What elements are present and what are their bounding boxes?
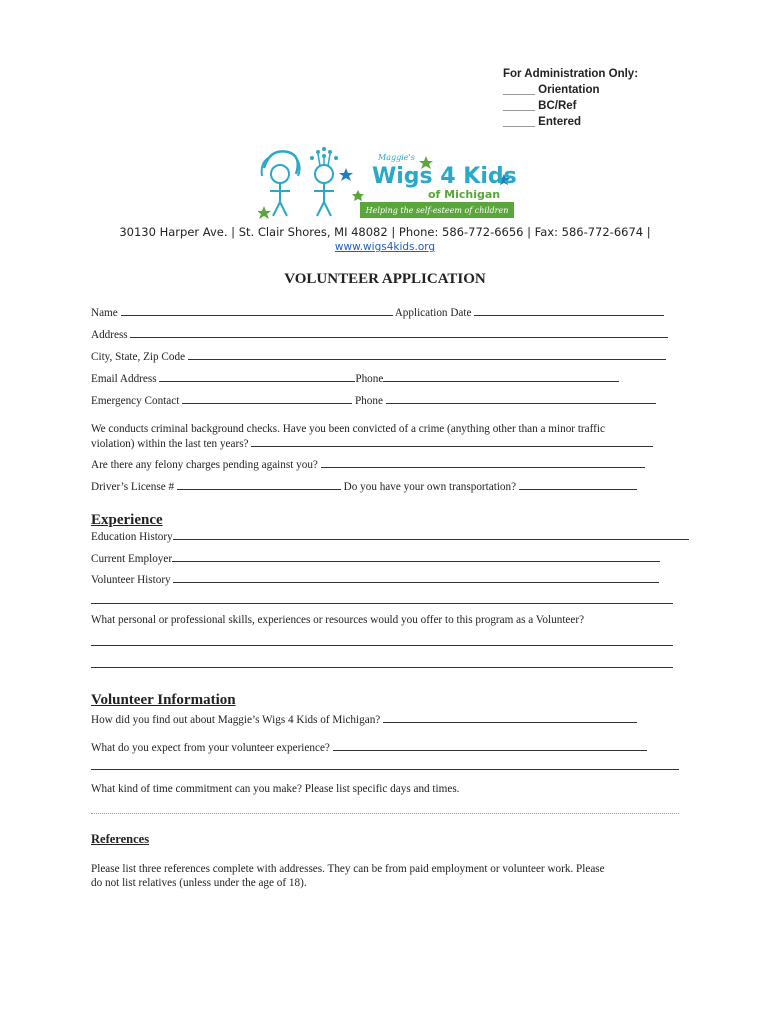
employer-field[interactable] [172, 551, 660, 562]
website-link-row [0, 241, 770, 253]
skills-field-2[interactable] [91, 667, 673, 668]
admin-orientation: _____ Orientation [503, 84, 600, 96]
felony-answer-field[interactable] [321, 457, 645, 468]
admin-title: For Administration Only: [503, 68, 639, 80]
email-field[interactable] [159, 371, 355, 382]
phone-field[interactable] [383, 371, 619, 382]
expect-field-2[interactable] [91, 769, 679, 770]
expect-field[interactable] [333, 740, 647, 751]
expect-row [91, 740, 647, 755]
transportation-field[interactable] [519, 479, 637, 490]
kid-figure-right-icon [310, 147, 338, 216]
star-icon [339, 168, 353, 181]
application-date-label: Application Date [394, 307, 472, 319]
svg-text:Wigs 4 Kids: Wigs 4 Kids [372, 164, 517, 189]
website-link[interactable]: www.wigs4kids.org [334, 241, 436, 253]
volunteer-info-heading: Volunteer Information [91, 692, 236, 708]
felony-question: Are there any felony charges pending against you? [91, 459, 318, 471]
education-field[interactable] [173, 529, 689, 540]
address-field[interactable] [130, 327, 668, 338]
name-field[interactable] [121, 305, 393, 316]
city-state-zip-label: City, State, Zip Code [91, 351, 186, 363]
email-row [91, 371, 619, 386]
experience-heading: Experience [91, 512, 163, 528]
volunteer-history-label: Volunteer History [91, 574, 171, 586]
education-row [91, 529, 689, 544]
drivers-license-field[interactable] [177, 479, 341, 490]
references-text-line-1: Please list three references complete with addresses. They can be from paid employment or volunteer work. Please [91, 863, 605, 875]
emergency-row [91, 393, 656, 408]
find-out-field[interactable] [383, 712, 637, 723]
time-field[interactable] [91, 813, 679, 814]
svg-text:Maggie's: Maggie's [378, 153, 415, 162]
find-out-question: How did you find out about Maggie’s Wigs 4 Kids of Michigan? [91, 714, 381, 726]
city-row [91, 349, 666, 364]
page-title: VOLUNTEER APPLICATION [284, 271, 486, 287]
admin-entered: _____ Entered [503, 116, 581, 128]
transportation-question: Do you have your own transportation? [343, 481, 517, 493]
criminal-question: We conducts criminal background checks. Have you been convicted of a crime (anything other than a minor traffic [91, 423, 605, 435]
references-text-line-2: do not list relatives (unless under the age of 18). [91, 877, 307, 889]
references-heading: References [91, 832, 150, 846]
criminal-question-text: violation) within the last ten years? [91, 438, 249, 450]
emergency-contact-field[interactable] [182, 393, 352, 404]
address-row [91, 327, 668, 342]
criminal-answer-field[interactable] [251, 436, 653, 447]
wigs4kids-logo [258, 146, 518, 222]
skills-field-1[interactable] [91, 645, 673, 646]
volunteer-history-field-2[interactable] [91, 603, 673, 604]
volunteer-history-row [91, 572, 659, 587]
emergency-contact-label: Emergency Contact [91, 395, 180, 407]
employer-row [91, 551, 660, 566]
time-question: What kind of time commitment can you make? Please list specific days and times. [91, 783, 460, 795]
star-icon [258, 206, 271, 219]
application-date-field[interactable] [474, 305, 664, 316]
felony-row [91, 457, 645, 472]
drivers-license-label: Driver’s License # [91, 481, 175, 493]
svg-text:Helping the self-esteem of chi: Helping the self-esteem of children [365, 206, 509, 215]
kid-figure-left-icon [262, 151, 300, 216]
references-text [91, 862, 681, 890]
svg-text:of Michigan: of Michigan [428, 188, 501, 201]
star-icon [352, 190, 364, 201]
email-label: Email Address [91, 373, 157, 385]
admin-bcref: _____ BC/Ref [503, 100, 577, 112]
name-label: Name [91, 307, 118, 319]
education-label: Education History [91, 531, 173, 543]
emergency-phone-label: Phone [354, 395, 383, 407]
volunteer-history-field[interactable] [173, 572, 659, 583]
address-label: Address [91, 329, 128, 341]
employer-label: Current Employer [91, 553, 173, 565]
city-state-zip-field[interactable] [188, 349, 666, 360]
expect-question: What do you expect from your volunteer experience? [91, 742, 330, 754]
emergency-phone-field[interactable] [386, 393, 656, 404]
admin-box [503, 66, 638, 130]
find-out-row [91, 712, 637, 727]
name-row [91, 305, 664, 320]
criminal-question-cont [91, 436, 653, 451]
contact-line: 30130 Harper Ave. | St. Clair Shores, MI 48082 | Phone: 586-772-6656 | Fax: 586-772-6674 | [119, 225, 651, 239]
license-row [91, 479, 637, 494]
skills-question: What personal or professional skills, experiences or resources would you offer to this program as a Volunteer? [91, 614, 585, 626]
phone-label: Phone [355, 373, 384, 385]
